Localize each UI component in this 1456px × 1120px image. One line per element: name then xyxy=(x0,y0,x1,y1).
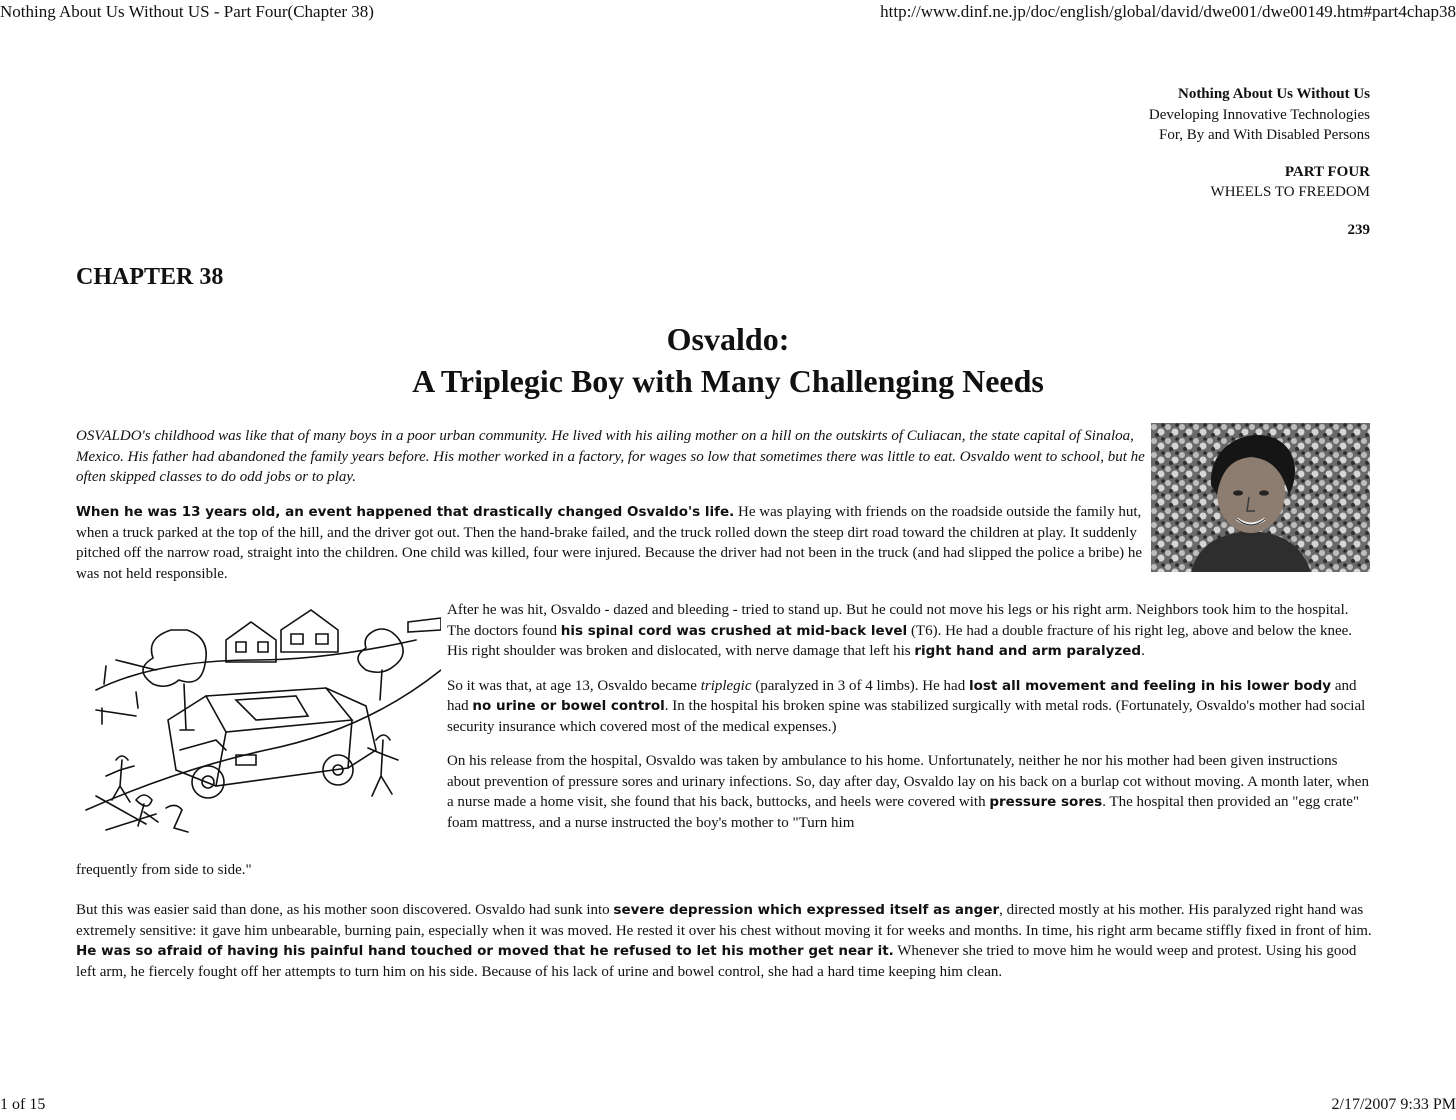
mother-emphasis-2: He was so afraid of having his painful hand touched or moved that he refused to let his mother get near it. xyxy=(76,943,894,959)
triplegic-paragraph xyxy=(447,676,1371,738)
part-info xyxy=(1211,162,1370,202)
part-title: WHEELS TO FREEDOM xyxy=(1210,184,1370,200)
triplegic-emphasis-1: lost all movement and feeling in his lower body xyxy=(968,677,1332,694)
print-footer-datetime: 2/17/2007 9:33 PM xyxy=(1331,1096,1456,1113)
hospital-emphasis-1: his spinal cord was crushed at mid-back level xyxy=(560,622,908,639)
print-header-title: Nothing About Us Without US - Part Four(Chapter 38) xyxy=(0,2,374,21)
accident-emphasis: When he was 13 years old, an event happened that drastically changed Osvaldo's life. xyxy=(76,504,735,520)
part-label: PART FOUR xyxy=(1284,164,1370,180)
mother-paragraph xyxy=(76,900,1372,982)
book-subtitle-line2: For, By and With Disabled Persons xyxy=(1158,127,1370,143)
mother-text-1: But this was easier said than done, as his mother soon discovered. Osvaldo had sunk into xyxy=(76,902,614,918)
hospital-text-3: . xyxy=(1141,643,1145,659)
book-info xyxy=(1149,84,1370,146)
triplegic-emphasis-2: no urine or bowel control xyxy=(472,698,665,714)
release-text-2: . The hospital then provided an "egg crate" foam mattress, and a nurse instructed the boy's mother to "Turn him xyxy=(447,794,1360,831)
accident-text: He was playing with friends on the roadside outside the family hut, when a truck parked at the top of the hill, and the driver got out. Then the hand-brake failed, and the truck rolled down the steep dirt road toward the children at play. It suddenly pitched off the narrow road, straight into the children. One child was killed, four were injured. Because the driver had not been in the truck (and had slipped the police a bribe) he was not held responsible. xyxy=(76,504,1143,582)
intro-paragraph: OSVALDO's childhood was like that of many boys in a poor urban community. He lived with his ailing mother on a hill on the outskirts of Culiacan, the state capital of Sinaloa, Mexico. His father had abandoned the family years before. His mother worked in a factory, for wages so low that sometimes there was little to eat. Osvaldo went to school, but he often skipped classes to do odd jobs or to play. xyxy=(76,428,1145,485)
book-title: Nothing About Us Without Us xyxy=(1177,86,1370,102)
truck-accident-illustration xyxy=(76,600,441,840)
triplegic-text-3: and had xyxy=(447,677,1357,714)
chapter-heading: CHAPTER 38 xyxy=(76,264,224,290)
mother-text-3: Whenever she tried to move him he would weep and protest. Using his good left arm, he fiercely fought off her attempts to turn him on his side. Because of his lack of urine and bowel control, she had a hard time keeping him clean. xyxy=(76,943,1357,980)
chapter-title-line1: Osvaldo: xyxy=(666,321,790,357)
chapter-title-line2: A Triplegic Boy with Many Challenging Needs xyxy=(412,363,1044,399)
hospital-emphasis-2: right hand and arm paralyzed xyxy=(914,643,1142,659)
hospital-paragraph xyxy=(447,600,1371,662)
mother-emphasis-1: severe depression which expressed itself as anger xyxy=(613,902,1000,918)
right-column-text xyxy=(447,600,1371,847)
chapter-title xyxy=(0,318,1456,402)
triplegic-text-2: (paralyzed in 3 of 4 limbs). He had xyxy=(751,677,969,694)
release-paragraph-tail: frequently from side to side." xyxy=(76,862,252,878)
page-number: 239 xyxy=(1347,222,1370,238)
triplegic-text-1: So it was that, at age 13, Osvaldo became xyxy=(447,677,701,694)
hospital-text-2: (T6). He had a double fracture of his right leg, above and below the knee. His right shoulder was broken and dislocated, with nerve damage that left his xyxy=(447,622,1353,659)
book-subtitle-line1: Developing Innovative Technologies xyxy=(1148,106,1370,123)
hospital-text-1: After he was hit, Osvaldo - dazed and bleeding - tried to stand up. But he could not move his legs or his right arm. Neighbors took him to the hospital. The doctors found xyxy=(447,602,1349,639)
release-emphasis: pressure sores xyxy=(989,794,1103,810)
accident-paragraph xyxy=(76,502,1152,584)
release-paragraph xyxy=(447,751,1371,833)
print-footer-page-count: 1 of 15 xyxy=(0,1096,46,1113)
triplegic-italic: triplegic xyxy=(700,677,752,694)
print-header-url: http://www.dinf.ne.jp/doc/english/global/david/dwe001/dwe00149.htm#part4chap38 xyxy=(880,2,1456,21)
mother-text-2: , directed mostly at his mother. His paralyzed right hand was extremely sensitive: it gave him unbearable, burning pain, especially when it was moved. He rested it over his chest without moving it for weeks and months. In time, his right arm became stiffly fixed in front of him. xyxy=(76,902,1372,939)
triplegic-text-4: . In the hospital his broken spine was stabilized surgically with metal rods. (Fortunately, Osvaldo's mother had social security insurance which covered most of the medical expenses.) xyxy=(447,698,1366,735)
release-text-1: On his release from the hospital, Osvaldo was taken by ambulance to his home. Unfortunately, neither he nor his mother had been given instructions about prevention of pressure sores and urinary infections. So, day after day, Osvaldo lay on his back on a burlap cot without moving. A month later, when a nurse made a home visit, she found that his back, buttocks, and heels were covered with xyxy=(447,753,1369,810)
osvaldo-portrait-photo xyxy=(1151,423,1370,572)
